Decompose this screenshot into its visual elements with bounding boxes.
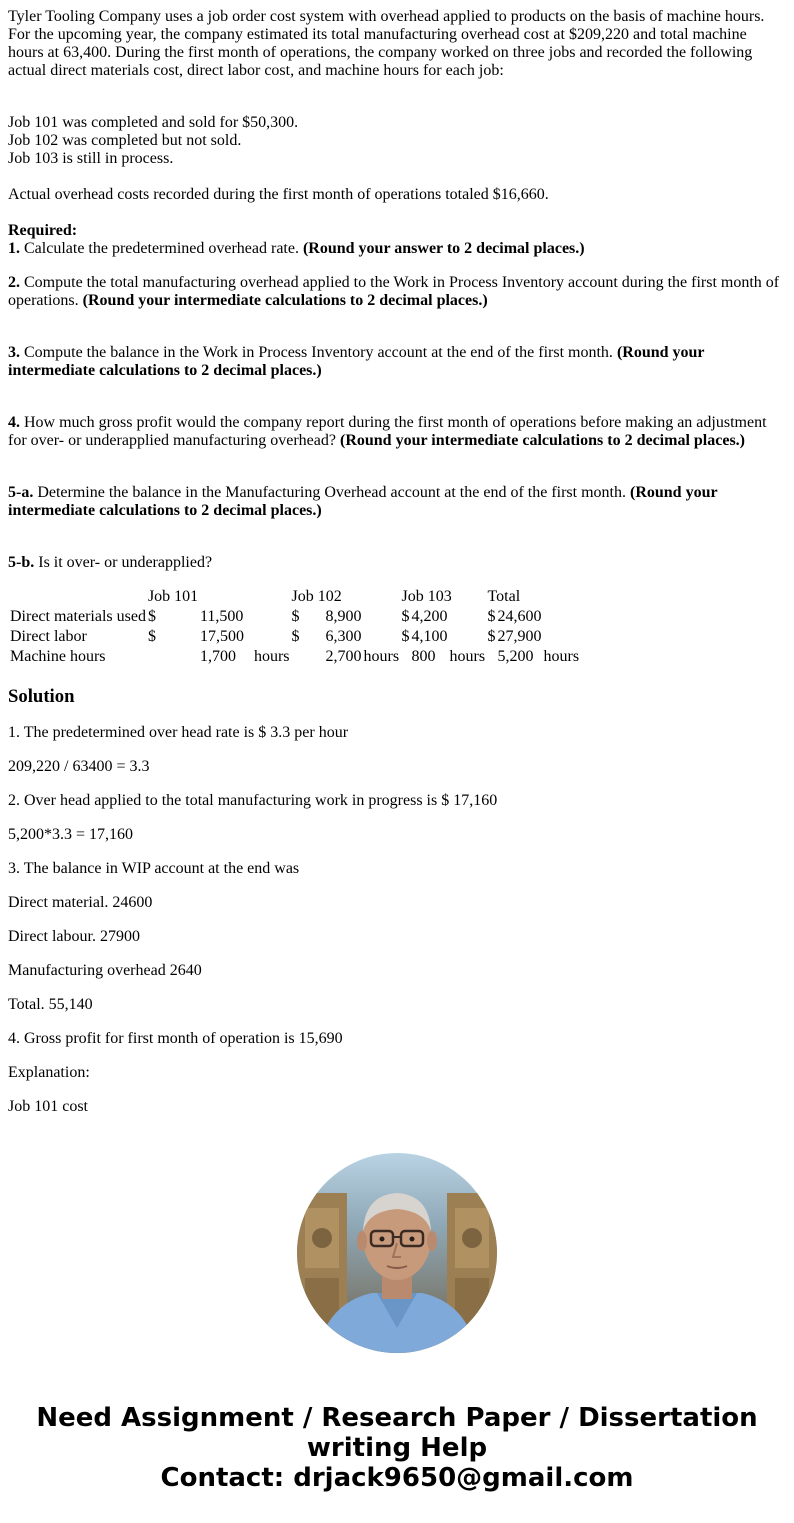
question-rounding-note: (Round your answer to 2 decimal places.) (302, 240, 585, 257)
currency-cell: $ (147, 628, 156, 645)
unit-cell (364, 628, 400, 646)
table-row (10, 628, 584, 646)
job-line: Job 103 is still in process. (8, 150, 174, 167)
solution-line: Job 101 cost (8, 1098, 88, 1115)
question-text: Compute the balance in the Work in Process Inventory account at the end of the first month. (20, 344, 617, 361)
question-text: Determine the balance in the Manufacturing Overhead account at the end of the first month. (33, 484, 630, 501)
column-header: Total (487, 588, 521, 605)
solution-line: Direct labour. 27900 (8, 928, 140, 945)
question-text: Calculate the predetermined overhead rate. (20, 240, 303, 257)
promo-line: Need Assignment / Research Paper / Dissertation (36, 1403, 758, 1433)
solution-line: 3. The balance in WIP account at the end was (8, 860, 300, 877)
question-4 (8, 414, 786, 450)
solution-line: 2. Over head applied to the total manufacturing work in progress is $ 17,160 (8, 792, 498, 809)
value-cell: 5,200 (497, 648, 534, 665)
unit-cell (450, 628, 486, 646)
unit-cell: hours (253, 648, 290, 665)
currency-cell (488, 648, 496, 666)
value-cell: 4,100 (411, 628, 448, 645)
column-header: Job 101 (147, 588, 199, 605)
job-line: Job 102 was completed but not sold. (8, 132, 242, 149)
currency-cell: $ (487, 608, 496, 625)
question-rounding-note: (Round your intermediate calculations to 2 decimal places.) (8, 344, 705, 379)
document-body (8, 8, 786, 1116)
tutor-portrait-image (297, 1153, 497, 1353)
solution-line: Manufacturing overhead 2640 (8, 962, 202, 979)
table-header-row (10, 588, 584, 606)
question-number: 5-b. (8, 554, 35, 571)
table-row (10, 648, 584, 666)
column-header: Job 102 (291, 588, 342, 605)
unit-cell (254, 608, 290, 626)
value-cell: 11,500 (199, 608, 244, 625)
row-label: Direct materials used (10, 608, 146, 625)
solution-line: Explanation: (8, 1064, 90, 1081)
question-rounding-note: (Round your intermediate calculations to 2 decimal places.) (8, 484, 718, 519)
unit-cell: hours (543, 648, 580, 665)
question-3 (8, 344, 786, 380)
unit-cell (254, 628, 290, 646)
solution-line: Direct material. 24600 (8, 894, 153, 911)
question-number: 3. (8, 344, 20, 361)
required-label: Required: (8, 222, 78, 239)
currency-cell: $ (487, 628, 496, 645)
solution-heading: Solution (8, 686, 75, 707)
question-5b (8, 554, 786, 572)
currency-cell: $ (291, 628, 300, 645)
currency-cell (292, 648, 324, 666)
value-cell: 2,700 (325, 648, 362, 665)
unit-cell (544, 608, 584, 626)
solution-body (8, 724, 786, 1116)
job-status-list (8, 114, 786, 168)
currency-cell: $ (401, 608, 410, 625)
value-cell: 800 (411, 648, 436, 665)
question-2 (8, 274, 786, 310)
question-rounding-note: (Round your intermediate calculations to 2 decimal places.) (339, 432, 745, 449)
value-cell: 4,200 (411, 608, 448, 625)
question-5a (8, 484, 786, 520)
tutor-avatar (297, 1153, 497, 1353)
question-rounding-note: (Round your intermediate calculations to 2 decimal places.) (82, 292, 488, 309)
table-row (10, 608, 584, 626)
solution-line: 5,200*3.3 = 17,160 (8, 826, 134, 843)
unit-cell (544, 628, 584, 646)
question-text: Is it over- or underapplied? (34, 554, 213, 571)
unit-cell (364, 608, 400, 626)
question-number: 5-a. (8, 484, 34, 501)
value-cell: 1,700 (199, 648, 236, 665)
solution-line: 4. Gross profit for first month of operation is 15,690 (8, 1030, 343, 1047)
value-cell: 6,300 (325, 628, 362, 645)
value-cell: 24,600 (497, 608, 542, 625)
promo-footer (0, 1403, 794, 1493)
question-number: 4. (8, 414, 20, 431)
question-text: Compute the total manufacturing overhead applied to the Work in Process Inventory account during the first month of operations. (8, 274, 780, 309)
solution-line: 209,220 / 63400 = 3.3 (8, 758, 150, 775)
job-cost-table (8, 586, 586, 668)
promo-line: writing Help (306, 1433, 488, 1463)
solution-line: Total. 55,140 (8, 996, 93, 1013)
question-number: 2. (8, 274, 20, 291)
row-label: Machine hours (10, 648, 106, 665)
job-line: Job 101 was completed and sold for $50,300. (8, 114, 299, 131)
currency-cell: $ (147, 608, 156, 625)
unit-cell: hours (449, 648, 486, 665)
question-number: 1. (8, 240, 20, 257)
value-cell: 27,900 (497, 628, 542, 645)
contact-email: Contact: drjack9650@gmail.com (160, 1463, 634, 1493)
question-1 (8, 222, 786, 258)
column-header: Job 103 (401, 588, 452, 605)
currency-cell (148, 648, 198, 666)
question-text: How much gross profit would the company report during the first month of operations before making an adjustment for over- or underapplied manufacturing overhead? (8, 414, 767, 449)
value-cell: 8,900 (325, 608, 362, 625)
currency-cell (402, 648, 410, 666)
unit-cell (450, 608, 486, 626)
value-cell: 17,500 (199, 628, 244, 645)
table-corner-cell (10, 588, 146, 606)
row-label: Direct labor (10, 628, 87, 645)
currency-cell: $ (401, 628, 410, 645)
currency-cell: $ (291, 608, 300, 625)
actual-overhead-text: Actual overhead costs recorded during the first month of operations totaled $16,660. (8, 186, 549, 203)
unit-cell: hours (363, 648, 400, 665)
solution-line: 1. The predetermined over head rate is $ 3.3 per hour (8, 724, 349, 741)
intro-paragraph: Tyler Tooling Company uses a job order cost system with overhead applied to products on the basis of machine hours. For the upcoming year, the company estimated its total manufacturing overhead cost at $209,220 and total machine hours at 63,400. During the first month of operations, the company worked on three jobs and recorded the following actual direct materials cost, direct labor cost, and machine hours for each job: (8, 8, 765, 79)
